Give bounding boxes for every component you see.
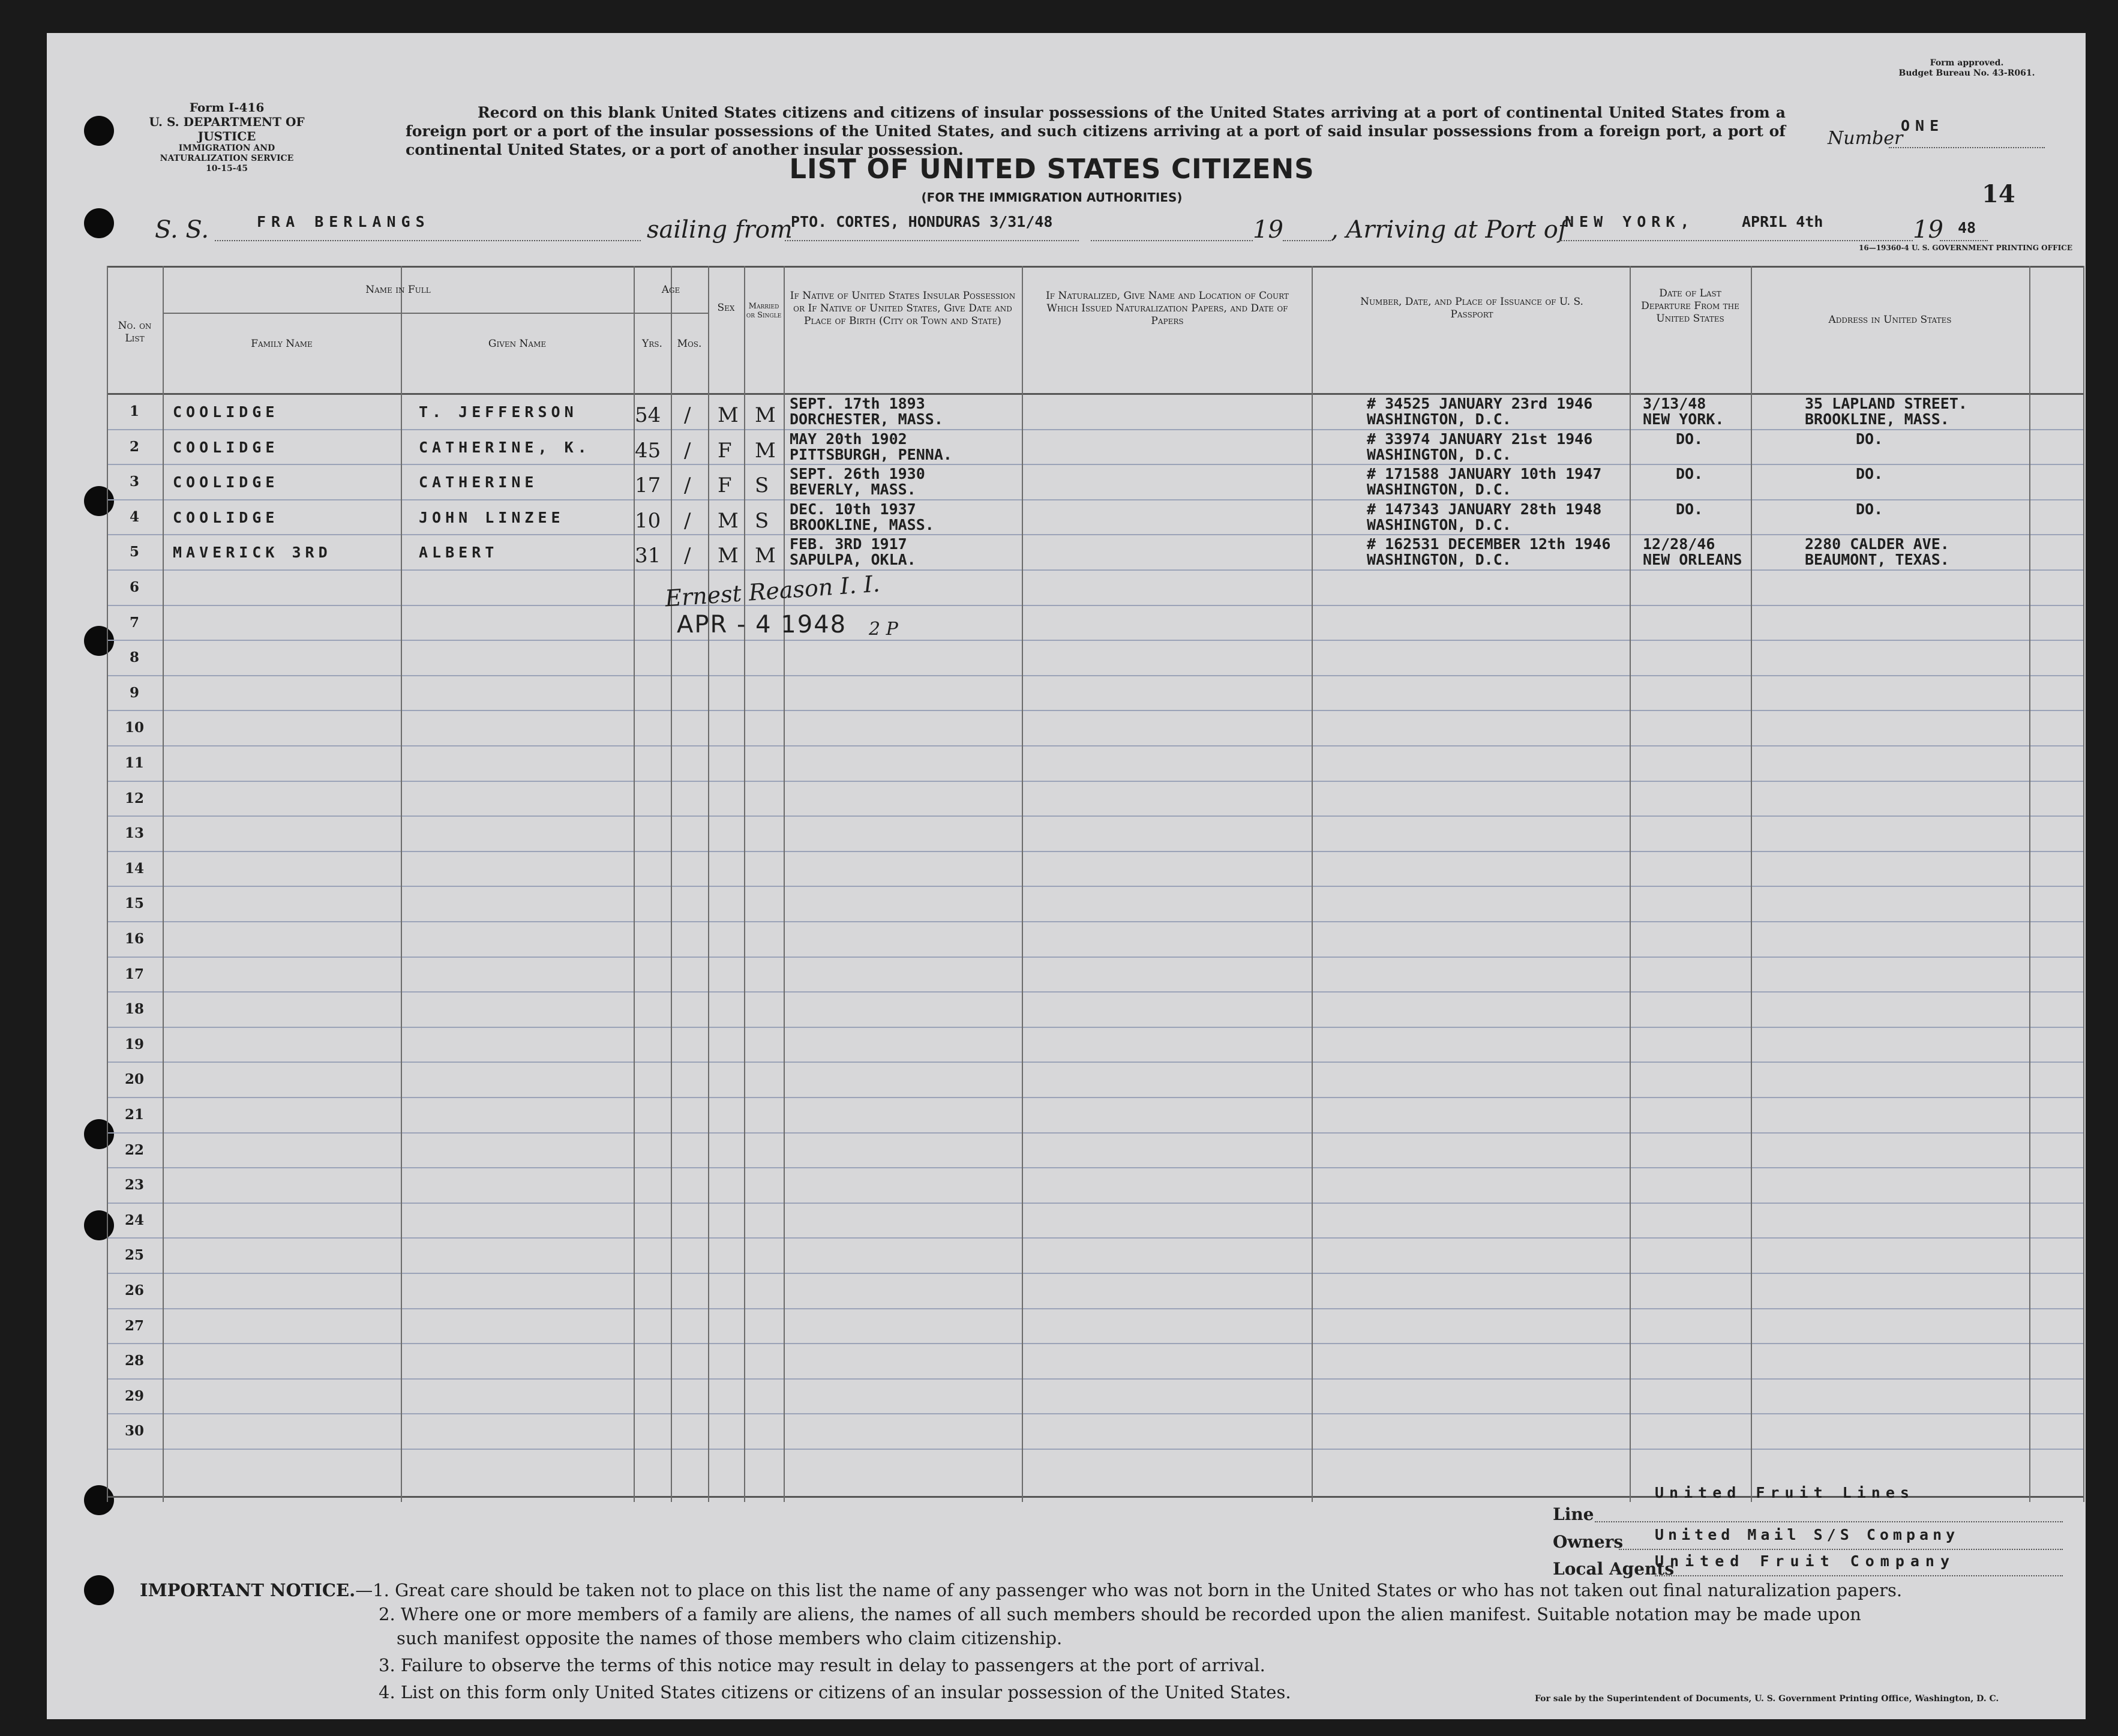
address-line-1: DO.: [1856, 500, 1883, 518]
row-rule: [107, 815, 2084, 817]
line-underline: [1595, 1521, 2063, 1522]
row-rule: [107, 640, 2084, 641]
family-name: MAVERICK 3RD: [173, 544, 332, 562]
header-last-departure: Date of Last Departure From the United States: [1641, 287, 1739, 325]
birth-date: FEB. 3RD 1917: [790, 535, 907, 553]
owners-value: United Mail S/S Company: [1655, 1526, 1960, 1543]
passport-number-date: # 34525 JANUARY 23rd 1946: [1367, 395, 1593, 412]
row-number: 10: [124, 719, 144, 736]
header-passport: Number, Date, and Place of Issuance of U. S. Passport: [1360, 296, 1583, 320]
col-rule: [1751, 266, 1752, 1502]
row-number: 20: [124, 1071, 144, 1088]
col-rule: [2029, 266, 2030, 1502]
address-line-1: 2280 CALDER AVE.: [1805, 535, 1949, 553]
row-number: 21: [124, 1107, 144, 1123]
header-married-single: Married or Single: [746, 302, 782, 320]
age-years: 31: [635, 544, 661, 568]
age-years: 10: [635, 508, 661, 533]
agents-underline: [1655, 1575, 2063, 1576]
last-departure-date: DO.: [1676, 465, 1703, 483]
row-number: 11: [124, 755, 144, 771]
page-mark: 14: [1982, 180, 2015, 208]
col-rule: [2083, 266, 2084, 1502]
row-rule: [107, 921, 2084, 922]
col-rule: [401, 266, 402, 1502]
birth-date: SEPT. 17th 1893: [790, 395, 925, 412]
number-label: Number: [1828, 128, 1903, 149]
age-months: /: [684, 438, 691, 463]
sex: M: [718, 544, 739, 568]
passport-place: WASHINGTON, D.C.: [1367, 515, 1511, 533]
header-name-in-full: Name in Full: [365, 284, 431, 296]
year-prefix: 19: [1913, 216, 1943, 244]
arrival-date: APRIL 4th: [1742, 213, 1823, 230]
col-rule: [107, 266, 108, 1502]
given-name: ALBERT: [419, 544, 499, 562]
table-border: [107, 266, 2084, 268]
row-rule: [107, 534, 2084, 535]
owners-label: Owners: [1553, 1532, 1624, 1552]
last-departure-date: DO.: [1676, 430, 1703, 448]
passport-place: WASHINGTON, D.C.: [1367, 481, 1511, 499]
last-departure-place: NEW YORK.: [1643, 410, 1724, 428]
address-line-1: 35 LAPLAND STREET.: [1805, 395, 1967, 412]
given-name: JOHN LINZEE: [419, 508, 565, 526]
row-number: 22: [124, 1141, 144, 1158]
row-rule: [107, 1378, 2084, 1380]
row-rule: [107, 1167, 2084, 1168]
ss-label: S. S.: [155, 216, 209, 244]
form-number: Form I-416: [189, 100, 265, 115]
service: IMMIGRATION AND NATURALIZATION SERVICE: [160, 143, 294, 163]
notice-heading: IMPORTANT NOTICE.: [140, 1580, 356, 1600]
line-value: United Fruit Lines: [1655, 1484, 1915, 1501]
col-rule: [1630, 266, 1631, 1502]
family-name: COOLIDGE: [173, 403, 279, 421]
row-number: 19: [124, 1036, 144, 1053]
gpo-sale: For sale by the Superintendent of Documents, U. S. Government Printing Office, Washington, D. C.: [1535, 1694, 1999, 1704]
punch-hole: [84, 116, 114, 146]
marital-status: S: [755, 508, 769, 533]
row-rule: [107, 569, 2084, 571]
name-subrule: [163, 313, 634, 314]
family-name: COOLIDGE: [173, 508, 279, 526]
row-rule: [107, 1132, 2084, 1134]
birth-place: BROOKLINE, MASS.: [790, 515, 934, 533]
notice-1: —1. Great care should be taken not to place on this list the name of any passenger who was not born in the United States or who has not taken out final naturalization papers.: [355, 1580, 1903, 1600]
passenger-table: [107, 266, 2084, 1502]
passport-place: WASHINGTON, D.C.: [1367, 551, 1511, 569]
given-name: T. JEFFERSON: [419, 403, 578, 421]
owners-underline: [1619, 1549, 2063, 1550]
age-years: 17: [635, 473, 661, 498]
passport-number-date: # 33974 JANUARY 21st 1946: [1367, 430, 1593, 448]
page-title: LIST OF UNITED STATES CITIZENS: [789, 153, 1315, 185]
important-notice: [140, 1578, 1902, 1602]
row-number: 15: [124, 895, 144, 912]
row-rule: [107, 886, 2084, 887]
year-suffix: 48: [1958, 219, 1976, 236]
row-number: 24: [124, 1212, 144, 1228]
row-rule: [107, 1413, 2084, 1414]
row-rule: [107, 991, 2084, 993]
passport-place: WASHINGTON, D.C.: [1367, 410, 1511, 428]
row-rule: [107, 1273, 2084, 1274]
age-subrule: [634, 313, 708, 314]
punch-hole: [84, 208, 114, 238]
gpo-code: 16—19360-4 U. S. GOVERNMENT PRINTING OFFICE: [1859, 244, 2072, 252]
row-rule: [107, 605, 2084, 606]
row-rule: [107, 1027, 2084, 1028]
row-number: 9: [129, 684, 139, 701]
marital-status: S: [755, 473, 769, 498]
notice-2a: 2. Where one or more members of a family are aliens, the names of all such members should be recorded upon the alien manifest. Suitable notation may be made upon: [379, 1604, 1861, 1624]
col-rule: [163, 266, 164, 1502]
record-instructions: Record on this blank United States citizens and citizens of insular possessions of the United States arriving at a port of continental United States from a foreign port or a port of the insular possessions of the United States, and such citizens arriving at a port of said insular possessions from a foreign port, a port of continental United States, or a port of another insular possession.: [406, 104, 1786, 158]
approval-info: [1877, 58, 2057, 79]
row-rule: [107, 675, 2084, 676]
sex: F: [718, 473, 732, 498]
handwritten-note: 2 P: [869, 619, 898, 640]
passport-number-date: # 162531 DECEMBER 12th 1946: [1367, 535, 1611, 553]
given-name: CATHERINE: [419, 473, 538, 491]
notice-3: 3. Failure to observe the terms of this notice may result in delay to passengers at the port of arrival.: [379, 1655, 1265, 1675]
row-rule: [107, 1343, 2084, 1344]
row-number: 5: [129, 544, 139, 560]
row-number: 6: [129, 579, 139, 595]
agents-label: Local Agents: [1553, 1559, 1675, 1579]
sailing-label: sailing from: [647, 216, 793, 244]
form-info: [137, 100, 317, 174]
row-rule: [107, 745, 2084, 746]
port-line: [1559, 240, 1913, 241]
nineteen-label: 19: [1253, 216, 1283, 244]
row-number: 8: [129, 649, 139, 666]
ship-line: [215, 240, 641, 241]
birth-place: DORCHESTER, MASS.: [790, 410, 943, 428]
marital-status: M: [755, 544, 776, 568]
last-departure-place: NEW ORLEANS: [1643, 551, 1742, 569]
year-suffix-line: [1940, 240, 1988, 241]
row-number: 14: [124, 860, 144, 877]
birth-date: SEPT. 26th 1930: [790, 465, 925, 483]
row-rule: [107, 1308, 2084, 1309]
row-number: 3: [129, 473, 139, 490]
header-address: Address in United States: [1828, 314, 1952, 326]
number-line: [1889, 147, 2045, 148]
row-rule: [107, 1062, 2084, 1063]
line-label: Line: [1553, 1504, 1594, 1524]
notice-4: 4. List on this form only United States citizens or citizens of an insular possession of the United States.: [379, 1682, 1291, 1702]
last-departure-date: 3/13/48: [1643, 395, 1706, 412]
inspector-signature: Ernest Reason I. I.: [664, 570, 881, 612]
family-name: COOLIDGE: [173, 473, 279, 491]
form-date: 10-15-45: [205, 164, 248, 173]
page-subtitle: (FOR THE IMMIGRATION AUTHORITIES): [921, 190, 1183, 205]
row-number: 27: [124, 1317, 144, 1334]
blank-line: [1091, 240, 1253, 241]
given-name: CATHERINE, K.: [419, 438, 591, 456]
row-number: 4: [129, 508, 139, 525]
row-number: 12: [124, 790, 144, 806]
col-rule: [1022, 266, 1023, 1502]
last-departure-date: 12/28/46: [1643, 535, 1715, 553]
year-line: [1283, 240, 1331, 241]
form-sheet: [47, 33, 2086, 1719]
row-number: 30: [124, 1423, 144, 1440]
row-number: 16: [124, 931, 144, 947]
agents-value: United Fruit Company: [1655, 1552, 1956, 1570]
sex: F: [718, 438, 732, 463]
row-rule: [107, 1097, 2084, 1098]
header-yrs: Yrs.: [642, 338, 662, 350]
passport-place: WASHINGTON, D.C.: [1367, 445, 1511, 463]
birth-place: PITTSBURGH, PENNA.: [790, 445, 952, 463]
header-family-name: Family Name: [251, 338, 313, 350]
age-years: 45: [635, 438, 661, 463]
col-rule: [671, 266, 672, 1502]
birth-place: SAPULPA, OKLA.: [790, 551, 916, 569]
row-rule: [107, 957, 2084, 958]
address-line-1: DO.: [1856, 430, 1883, 448]
age-months: /: [684, 403, 691, 427]
date-stamp: APR - 4 1948: [677, 611, 847, 638]
department: U. S. DEPARTMENT OF JUSTICE: [149, 115, 305, 143]
header-naturalized: If Naturalized, Give Name and Location of Court Which Issued Naturalization Papers, and Date of Papers: [1046, 290, 1289, 327]
col-rule: [1312, 266, 1313, 1502]
birth-place: BEVERLY, MASS.: [790, 481, 916, 499]
row-rule: [107, 429, 2084, 430]
row-number: 17: [124, 966, 144, 982]
marital-status: M: [755, 438, 776, 463]
notice-2b: such manifest opposite the names of those members who claim citizenship.: [397, 1628, 1063, 1648]
age-years: 54: [635, 403, 661, 427]
row-number: 23: [124, 1177, 144, 1194]
arriving-label: , Arriving at Port of: [1331, 216, 1567, 244]
sex: M: [718, 403, 739, 427]
header-native: If Native of United States Insular Possession or If Native of United States, Give Date and Place of Birth (City or Town and State): [790, 290, 1016, 327]
col-rule: [784, 266, 785, 1502]
header-border: [107, 393, 2084, 395]
last-departure-date: DO.: [1676, 500, 1703, 518]
row-rule: [107, 1237, 2084, 1239]
sex: M: [718, 508, 739, 533]
sailing-from: PTO. CORTES, HONDURAS 3/31/48: [791, 213, 1053, 230]
port-name: NEW YORK,: [1565, 213, 1695, 230]
row-number: 2: [129, 438, 139, 455]
header-given-name: Given Name: [488, 338, 547, 350]
approved-text: Form approved.: [1930, 58, 2004, 68]
row-rule: [107, 1203, 2084, 1204]
row-rule: [107, 781, 2084, 782]
address-line-1: DO.: [1856, 465, 1883, 483]
row-rule: [107, 851, 2084, 852]
budget-bureau: Budget Bureau No. 43-R061.: [1898, 68, 2035, 78]
birth-date: MAY 20th 1902: [790, 430, 907, 448]
age-months: /: [684, 508, 691, 533]
number-value: ONE: [1901, 117, 1945, 134]
row-number: 18: [124, 1001, 144, 1018]
row-number: 29: [124, 1387, 144, 1404]
row-rule: [107, 464, 2084, 465]
address-line-2: BEAUMONT, TEXAS.: [1805, 551, 1949, 569]
row-number: 7: [129, 614, 139, 631]
row-rule: [107, 710, 2084, 711]
header-mos: Mos.: [677, 338, 702, 350]
header-no: No. on List: [118, 320, 152, 344]
family-name: COOLIDGE: [173, 438, 279, 456]
passport-number-date: # 147343 JANUARY 28th 1948: [1367, 500, 1602, 518]
sailing-line: [785, 240, 1079, 241]
ship-name: FRA BERLANGS: [257, 213, 430, 230]
col-rule: [708, 266, 709, 1502]
row-number: 1: [129, 403, 139, 419]
age-months: /: [684, 544, 691, 568]
punch-hole: [84, 1575, 114, 1605]
header-sex: Sex: [717, 302, 735, 314]
row-number: 26: [124, 1282, 144, 1299]
address-line-2: BROOKLINE, MASS.: [1805, 410, 1949, 428]
row-number: 28: [124, 1353, 144, 1369]
row-rule: [107, 499, 2084, 500]
passport-number-date: # 171588 JANUARY 10th 1947: [1367, 465, 1602, 483]
age-months: /: [684, 473, 691, 498]
birth-date: DEC. 10th 1937: [790, 500, 916, 518]
row-number: 25: [124, 1247, 144, 1264]
row-rule: [107, 1449, 2084, 1450]
row-number: 13: [124, 825, 144, 842]
header-age: Age: [661, 284, 680, 296]
col-rule: [744, 266, 745, 1502]
marital-status: M: [755, 403, 776, 427]
